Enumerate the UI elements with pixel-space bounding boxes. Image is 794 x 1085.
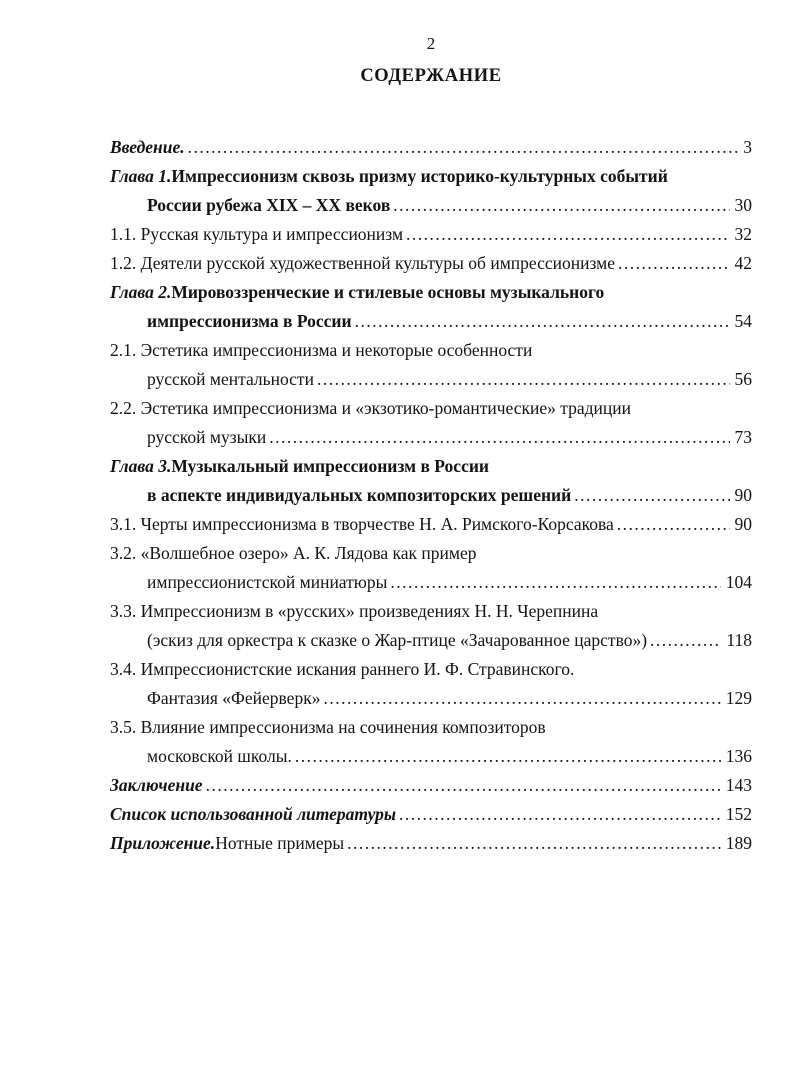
toc-text: в аспекте индивидуальных композиторских решений [147, 485, 572, 505]
toc-text: импрессионизма в России [147, 311, 352, 331]
dot-leader [323, 684, 720, 713]
toc-text: России рубежа XIX – XX веков [147, 195, 391, 215]
toc-text: 3.5. Влияние импрессионизма на сочинения композиторов [110, 717, 546, 737]
toc-text: 1.1. Русская культура и импрессионизм [110, 224, 404, 244]
page-ref: 189 [725, 833, 752, 853]
toc-line [110, 162, 752, 191]
dot-leader [617, 510, 730, 539]
page-number: 2 [426, 34, 436, 53]
page-ref: 42 [734, 253, 752, 273]
page-ref: 56 [734, 369, 752, 389]
page-ref: 73 [734, 427, 752, 447]
toc-entry [110, 655, 752, 713]
toc-line [110, 742, 752, 771]
page-ref: 90 [734, 485, 752, 505]
page-ref: 54 [734, 311, 752, 331]
dot-leader [347, 829, 721, 858]
dot-leader [206, 771, 721, 800]
toc-text: Глава 2. [110, 282, 172, 302]
toc-line [110, 481, 752, 510]
toc-line [110, 278, 752, 307]
toc-entry [110, 162, 752, 220]
toc-entry [110, 278, 752, 336]
toc-text: Приложение. [110, 833, 216, 853]
toc-line [110, 249, 752, 278]
toc-entry [110, 800, 752, 829]
toc-text: импрессионистской миниатюры [147, 572, 388, 592]
toc-line [110, 713, 752, 742]
page-ref: 30 [734, 195, 752, 215]
page-ref: 136 [725, 746, 752, 766]
toc-text: 3.3. Импрессионизм в «русских» произведениях Н. Н. Черепнина [110, 601, 599, 621]
toc-line [110, 452, 752, 481]
toc-line [110, 771, 752, 800]
toc-entry [110, 336, 752, 394]
toc-entry [110, 452, 752, 510]
toc-text: московской школы. [147, 746, 292, 766]
dot-leader [650, 626, 721, 655]
toc-text: 2.1. Эстетика импрессионизма и некоторые особенности [110, 340, 533, 360]
toc-line [110, 336, 752, 365]
toc-line [110, 220, 752, 249]
page-ref: 3 [743, 137, 752, 157]
toc-text: Заключение [110, 775, 203, 795]
dot-leader [406, 220, 729, 249]
dot-leader [269, 423, 729, 452]
page-ref: 104 [725, 572, 752, 592]
page-ref: 152 [725, 804, 752, 824]
toc-entry [110, 394, 752, 452]
toc-entry [110, 713, 752, 771]
toc-text: Импрессионизм сквозь призму историко-культурных событий [171, 166, 668, 186]
dot-leader [399, 800, 721, 829]
toc-text: русской музыки [147, 427, 267, 447]
toc-line [110, 133, 752, 162]
dot-leader [574, 481, 729, 510]
toc-line [110, 800, 752, 829]
toc-text: 3.1. Черты импрессионизма в творчестве Н. А. Римского-Корсакова [110, 514, 614, 534]
toc-entry [110, 133, 752, 162]
toc-line [110, 365, 752, 394]
toc-line [110, 568, 752, 597]
dot-leader [317, 365, 730, 394]
page-ref: 129 [725, 688, 752, 708]
toc-text: русской ментальности [147, 369, 314, 389]
toc-entry [110, 249, 752, 278]
dot-leader [295, 742, 721, 771]
toc-text: 3.2. «Волшебное озеро» А. К. Лядова как пример [110, 543, 477, 563]
dot-leader [355, 307, 730, 336]
toc-text: Список использованной литературы [110, 804, 397, 824]
toc-entry [110, 597, 752, 655]
toc-line [110, 307, 752, 336]
page-ref: 143 [725, 775, 752, 795]
toc-line [110, 655, 752, 684]
dot-leader [393, 191, 729, 220]
toc-line [110, 829, 752, 858]
toc-entry [110, 510, 752, 539]
toc-text: Глава 1. [110, 166, 172, 186]
toc-line [110, 684, 752, 713]
toc-text: Музыкальный импрессионизм в России [171, 456, 490, 476]
toc-entry [110, 539, 752, 597]
toc-text: 3.4. Импрессионистские искания раннего И. Ф. Стравинского. [110, 659, 575, 679]
toc-text: Фантазия «Фейерверк» [147, 688, 321, 708]
toc-text: Введение. [110, 137, 185, 157]
toc-line [110, 539, 752, 568]
toc-entry [110, 220, 752, 249]
toc-text: Нотные примеры [215, 833, 345, 853]
toc-list [110, 133, 752, 858]
dot-leader [618, 249, 730, 278]
dot-leader [390, 568, 720, 597]
toc-text: (эскиз для оркестра к сказке о Жар-птице «Зачарованное царство») [147, 630, 648, 650]
toc-text: 2.2. Эстетика импрессионизма и «экзотико-романтические» традиции [110, 398, 632, 418]
page-title: СОДЕРЖАНИЕ [360, 66, 502, 86]
toc-line [110, 510, 752, 539]
toc-text: Мировоззренческие и стилевые основы музыкального [171, 282, 605, 302]
toc-entry [110, 829, 752, 858]
page-ref: 32 [734, 224, 752, 244]
toc-entry [110, 771, 752, 800]
toc-line [110, 394, 752, 423]
toc-text: 1.2. Деятели русской художественной культуры об импрессионизме [110, 253, 615, 273]
dot-leader [188, 133, 739, 162]
toc-line [110, 597, 752, 626]
toc-line [110, 423, 752, 452]
toc-line [110, 626, 752, 655]
toc-text: Глава 3. [110, 456, 172, 476]
page-ref: 118 [726, 630, 752, 650]
page-ref: 90 [734, 514, 752, 534]
toc-line [110, 191, 752, 220]
